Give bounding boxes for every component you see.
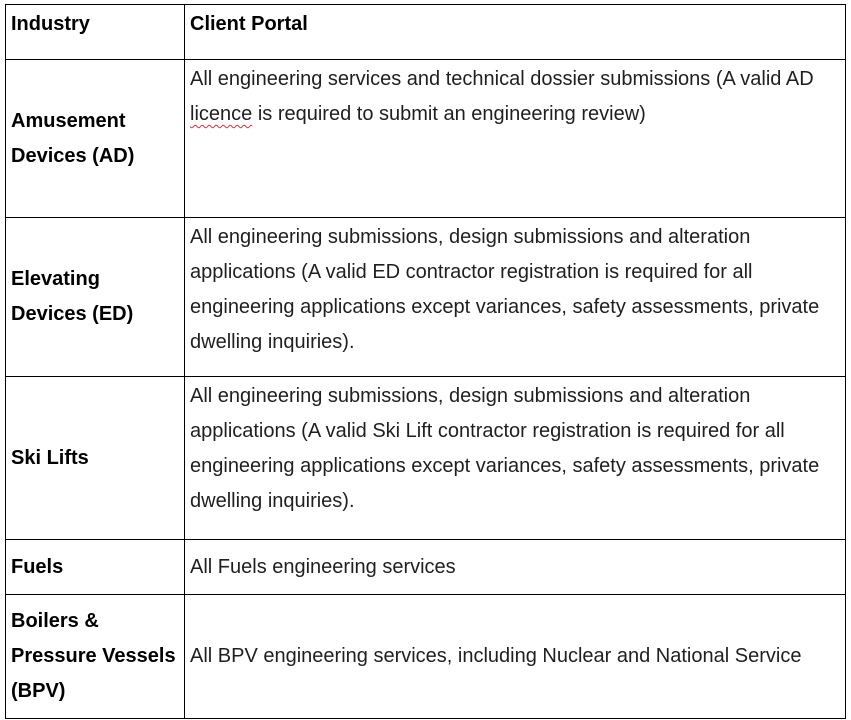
table-row-fuels — [6, 540, 846, 595]
industry-cell-fuels: Fuels — [6, 540, 185, 595]
portal-cell-ski-lifts: All engineering submissions, design submissions and alteration applications (A valid Ski Lift contractor registration is required for all engineering applications except variances, safety assessments, private dwelling inquiries). — [185, 377, 846, 540]
industry-portal-table — [5, 4, 846, 719]
document-page — [5, 4, 845, 719]
portal-cell-fuels: All Fuels engineering services — [185, 540, 846, 595]
portal-cell-amusement-devices — [185, 60, 846, 218]
table-row-elevating-devices — [6, 218, 846, 377]
column-header-industry: Industry — [6, 5, 185, 60]
table-header-row — [6, 5, 846, 60]
spellcheck-flagged-word: licence — [190, 103, 253, 125]
industry-cell-amusement-devices: Amusement Devices (AD) — [6, 60, 185, 218]
table-row-boilers-pressure-vessels — [6, 595, 846, 719]
industry-cell-boilers-pressure-vessels: Boilers & Pressure Vessels (BPV) — [6, 595, 185, 719]
table-row-ski-lifts — [6, 377, 846, 540]
column-header-client-portal: Client Portal — [185, 5, 846, 60]
portal-text-segment: All engineering services and technical dossier submissions (A valid AD — [190, 68, 814, 90]
portal-cell-elevating-devices: All engineering submissions, design submissions and alteration applications (A valid ED contractor registration is required for all engineering applications except variances, safety assessments, private dwelling inquiries). — [185, 218, 846, 377]
industry-cell-ski-lifts: Ski Lifts — [6, 377, 185, 540]
portal-cell-boilers-pressure-vessels: All BPV engineering services, including Nuclear and National Service — [185, 595, 846, 719]
portal-text-segment: is required to submit an engineering review) — [252, 103, 646, 125]
table-row-amusement-devices — [6, 60, 846, 218]
industry-cell-elevating-devices: Elevating Devices (ED) — [6, 218, 185, 377]
